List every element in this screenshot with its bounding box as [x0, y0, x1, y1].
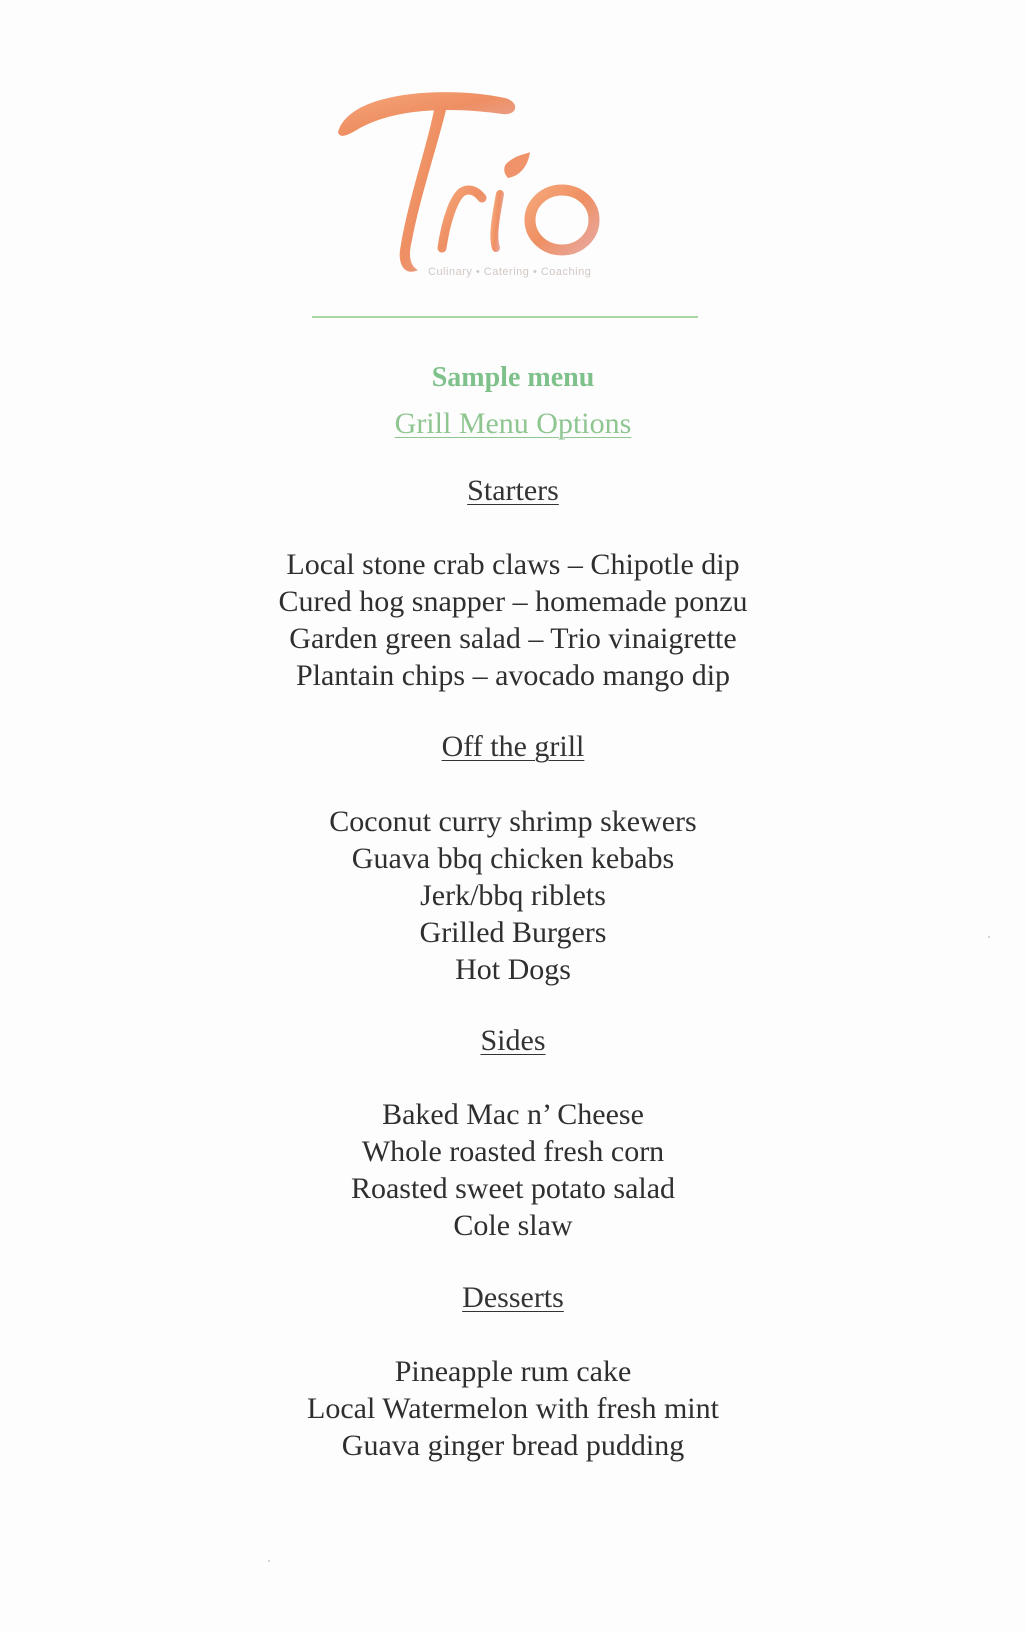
menu-item: Plantain chips – avocado mango dip — [295, 659, 731, 692]
scan-speck — [988, 936, 990, 938]
menu-item: Coconut curry shrimp skewers — [329, 805, 697, 838]
page-subtitle: Grill Menu Options — [394, 407, 632, 440]
menu-item: Guava ginger bread pudding — [341, 1429, 685, 1462]
menu-item: Local Watermelon with fresh mint — [307, 1392, 719, 1425]
menu-item: Roasted sweet potato salad — [350, 1172, 676, 1205]
logo-divider — [312, 316, 698, 318]
item-list — [0, 1353, 1026, 1464]
scan-speck — [268, 1560, 270, 1562]
menu-item: Baked Mac n’ Cheese — [382, 1098, 644, 1131]
item-list — [0, 803, 1026, 988]
menu-item: Jerk/bbq riblets — [420, 879, 606, 912]
menu-item: Local stone crab claws – Chipotle dip — [286, 548, 740, 581]
menu-item: Garden green salad – Trio vinaigrette — [289, 622, 737, 655]
section-heading: Off the grill — [441, 730, 585, 763]
menu-item: Grilled Burgers — [419, 916, 607, 949]
item-list — [0, 1096, 1026, 1244]
section-heading: Desserts — [462, 1281, 564, 1314]
menu-item: Cole slaw — [453, 1209, 573, 1242]
section-heading: Sides — [480, 1024, 546, 1057]
menu-item: Hot Dogs — [455, 953, 571, 986]
menu-item: Cured hog snapper – homemade ponzu — [278, 585, 748, 618]
menu-item: Pineapple rum cake — [394, 1355, 632, 1388]
logo-tagline: Culinary • Catering • Coaching — [428, 266, 592, 278]
menu-item: Guava bbq chicken kebabs — [351, 842, 675, 875]
page-title: Sample menu — [431, 362, 595, 393]
item-list — [0, 546, 1026, 694]
section-heading: Starters — [467, 474, 559, 507]
menu-item: Whole roasted fresh corn — [361, 1135, 665, 1168]
